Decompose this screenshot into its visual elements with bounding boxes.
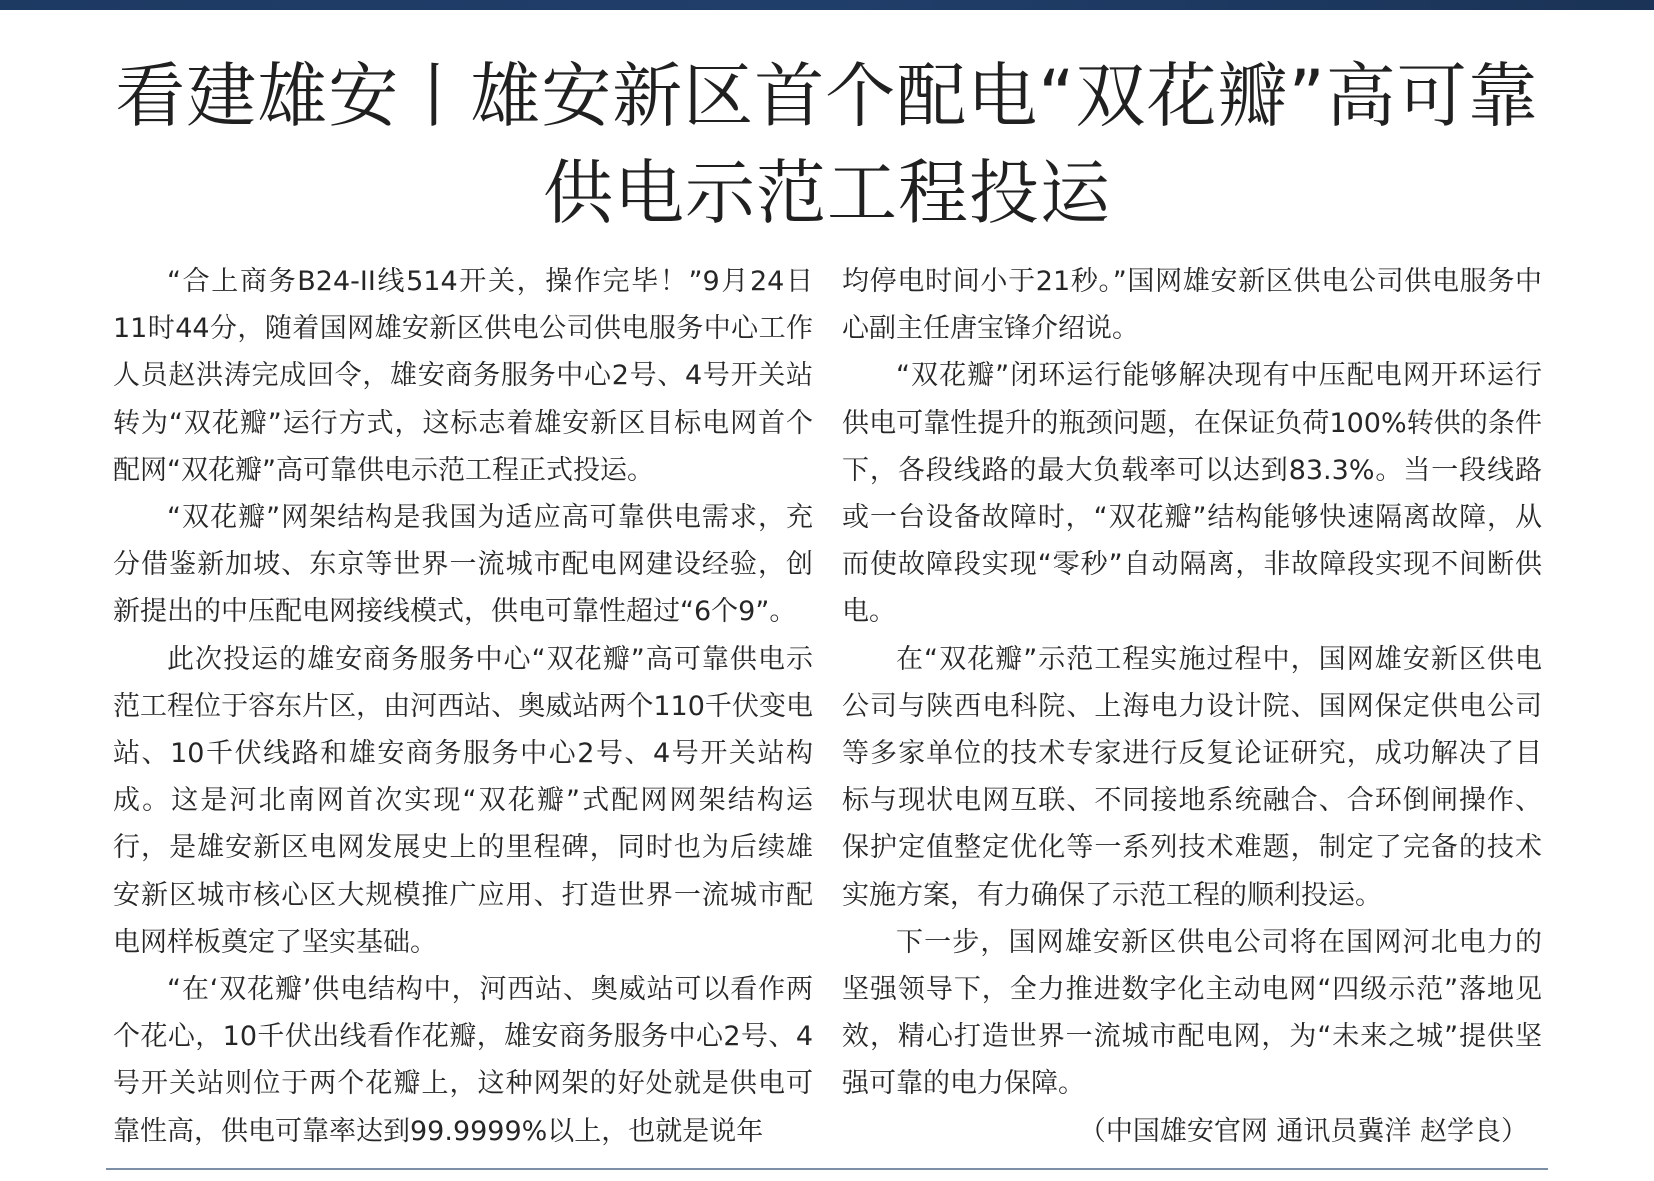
paragraph-3: 此次投运的雄安商务服务中心“双花瓣”高可靠供电示范工程位于容东片区，由河西站、奥威站两个110千伏变电站、10千伏线路和雄安商务服务中心2号、4号开关站构成。这是河北南网首次实现“双花瓣”式配网网架结构运行，是雄安新区电网发展史上的里程碑，同时也为后续雄安新区城市核心区大规模推广应用、打造世界一流城市配电网样板奠定了坚实基础。 xyxy=(113,643,813,958)
paragraph-7: 下一步，国网雄安新区供电公司将在国网河北电力的坚强领导下，全力推进数字化主动电网“四级示范”落地见效，精心打造世界一流城市配电网，为“未来之城”提供坚强可靠的电力保障。 xyxy=(842,926,1542,1100)
left-column xyxy=(113,258,813,1155)
paragraph-4-continued: 均停电时间小于21秒。”国网雄安新区供电公司供电服务中心副主任唐宝锋介绍说。 xyxy=(842,266,1542,345)
paragraph-1: “合上商务B24-II线514开关，操作完毕！”9月24日11时44分，随着国网雄安新区供电公司供电服务中心工作人员赵洪涛完成回令，雄安商务服务中心2号、4号开关站转为“双花瓣”运行方式，这标志着雄安新区目标电网首个配网“双花瓣”高可靠供电示范工程正式投运。 xyxy=(113,266,813,486)
paragraph-4: “在‘双花瓣’供电结构中，河西站、奥威站可以看作两个花心，10千伏出线看作花瓣，雄安商务服务中心2号、4号开关站则位于两个花瓣上，这种网架的好处就是供电可靠性高，供电可靠率达到99.9999%以上，也就是说年 xyxy=(113,974,813,1147)
title-line-2: 供电示范工程投运 xyxy=(543,152,1111,234)
paragraph-2: “双花瓣”网架结构是我国为适应高可靠供电需求，充分借鉴新加坡、东京等世界一流城市配电网建设经验，创新提出的中压配电网接线模式，供电可靠性超过“6个9”。 xyxy=(113,502,813,628)
paragraph-6: 在“双花瓣”示范工程实施过程中，国网雄安新区供电公司与陕西电科院、上海电力设计院、国网保定供电公司等多家单位的技术专家进行反复论证研究，成功解决了目标与现状电网互联、不同接地系统融合、合环倒闸操作、保护定值整定优化等一系列技术难题，制定了完备的技术实施方案，有力确保了示范工程的顺利投运。 xyxy=(842,643,1542,911)
right-column xyxy=(842,258,1542,1155)
title-line-1: 看建雄安丨雄安新区首个配电“双花瓣”高可靠 xyxy=(115,55,1539,137)
article-title xyxy=(106,48,1548,242)
article-credit: （中国雄安官网 通讯员冀洋 赵学良） xyxy=(1078,1115,1528,1147)
paragraph-5: “双花瓣”闭环运行能够解决现有中压配电网开环运行供电可靠性提升的瓶颈问题，在保证负荷100%转供的条件下，各段线路的最大负载率可以达到83.3%。当一段线路或一台设备故障时，“双花瓣”结构能够快速隔离故障，从而使故障段实现“零秒”自动隔离，非故障段实现不间断供电。 xyxy=(842,360,1542,628)
footer-divider xyxy=(106,1168,1548,1170)
header-color-bar xyxy=(0,0,1654,10)
